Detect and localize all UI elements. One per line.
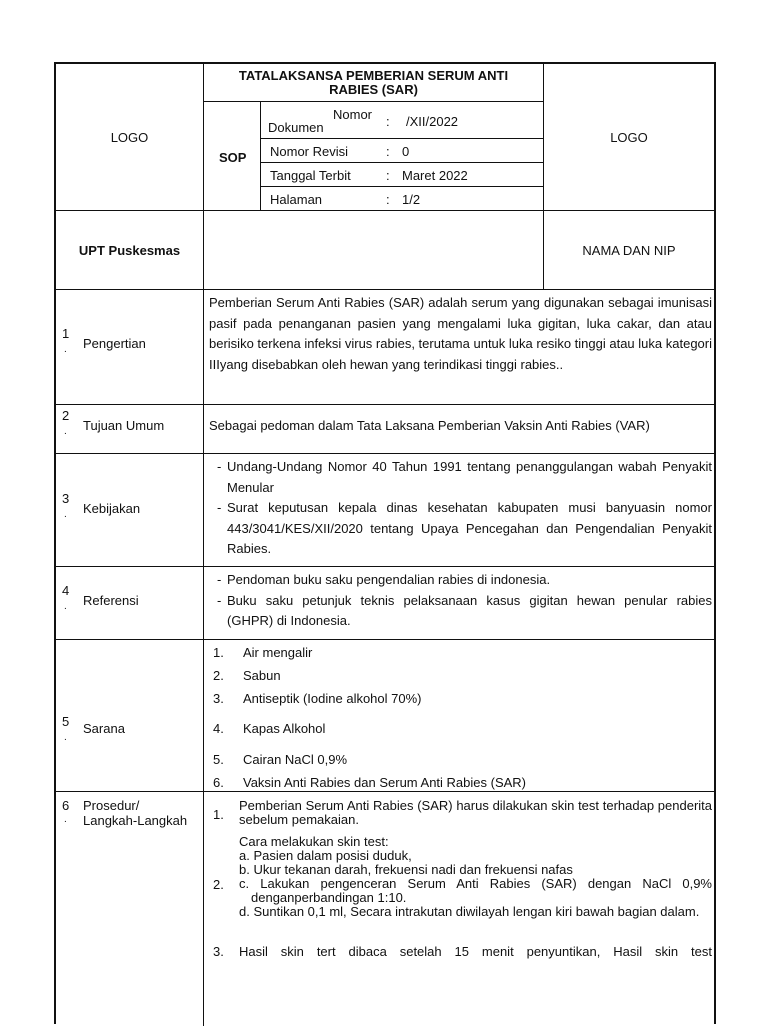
divider <box>203 290 204 1026</box>
divider <box>203 101 544 102</box>
divider <box>56 453 714 454</box>
signature-label: NAMA DAN NIP <box>582 243 676 258</box>
row-number: 2 <box>62 408 70 423</box>
row-number: 6 <box>62 798 70 813</box>
row-number-dot: . <box>64 601 67 612</box>
row-label-referensi: Referensi <box>83 593 139 608</box>
sop-document: LOGO LOGO TATALAKSANSA PEMBERIAN SERUM ANTI RABIES (SAR) SOP Nomor Dokumen : /XII/2022 Nomor Revisi : 0 Tanggal Terbit : Maret 2022 Halaman : 1/2 UPT Puskesmas NAMA DAN NIP 1 . Pengertian Pemberian Serum Anti Rabies (SAR) adalah serum yang digunakan sebagai imunisasi pasif pada penanganan pasien yang mengalami luka gigitan, luka cakar, dan atau berisiko terkena infeksi virus rabies, terutama untuk luka resiko tinggi atau luka kategori IIIyang disebabkan oleh hewan yang terindikasi tinggi rabies.. 2 . Tujuan Umum Sebagai pedoman dalam Tata Laksana Pemberian Vaksin Anti Rabies (VAR) 3 . Kebijakan - Undang-Undang Nomor 40 Tahun 1991 tentang penanggulangan wabah Penyakit Menular - Surat keputusan kepala dinas kesehatan kabupaten musi banyuasin nomor 443/3041/KES/XII/2020 tentang Upaya Pencegahan dan Pengendalian Penyakit Rabies. 4 . Referensi - Pendoman buku saku pengendalian rabies di indonesia. - Buku saku petunjuk teknis pelaksanaan kasus gigitan hewan penular rabies (GHPR) di Indonesia. 5 . Sarana 1. Air mengalir 2. Sabun 3. Antiseptik (Iodine alkohol 70%) 4. Kapas Alkohol 5. Cairan NaCl 0,9% 6. Vaksin Anti Rabies dan Serum Anti Rabies (SAR) 6 . Prosedur/ Langkah-Langkah 1. Pemberian Serum Anti Rabies (SAR) harus dilakukan skin test terhadap penderita sebelum pemakaian. 2. Cara melakukan skin test: a. Pasien dalam posisi duduk, b. Ukur tekanan darah, frekuensi nadi dan frekuensi nafas c. Lakukan pengenceran Serum Anti Rabies (SAR) dengan NaCl 0,9% denganperbandingan 1:10. d. Suntikan 0,1 ml, Secara intrakutan diwilayah lengan kiri bawah bagian dalam. 3. Hasil skin tert dibaca setelah 15 menit penyuntikan, Hasil skin test <box>54 62 716 1024</box>
row-label-kebijakan: Kebijakan <box>83 501 141 516</box>
divider <box>56 566 714 567</box>
step-sub-c: c. Lakukan pengenceran Serum Anti Rabies (SAR) dengan NaCl 0,9% denganperbandingan 1:10. <box>239 876 712 905</box>
kebijakan-list <box>209 457 712 560</box>
list-item: - Pendoman buku saku pengendalian rabies di indonesia. <box>209 570 712 591</box>
row-number-dot: . <box>64 732 67 743</box>
row-number: 4 <box>62 583 70 598</box>
logo-right: LOGO <box>610 130 648 145</box>
logo-left: LOGO <box>110 130 149 145</box>
row-label-pengertian: Pengertian <box>83 336 146 351</box>
referensi-list <box>209 570 712 632</box>
divider <box>56 791 714 792</box>
step-text: Hasil skin tert dibaca setelah 15 menit penyuntikan, Hasil skin test <box>239 944 712 959</box>
colon: : <box>386 144 390 159</box>
step-number: 3. <box>213 944 224 959</box>
divider <box>260 138 544 139</box>
page-value: 1/2 <box>402 192 421 207</box>
divider <box>56 289 714 290</box>
step-number: 1. <box>213 807 224 822</box>
doc-number-label: Dokumen <box>268 120 324 135</box>
step-skin-test <box>239 835 712 919</box>
sop-label: SOP <box>219 150 247 165</box>
row-number-dot: . <box>64 509 67 520</box>
step-number: 2. <box>213 877 224 892</box>
doc-number-label-top: Nomor <box>333 107 373 122</box>
doc-number-value: /XII/2022 <box>406 114 459 129</box>
row-label-sarana: Sarana <box>83 721 125 736</box>
issue-date-value: Maret 2022 <box>402 168 468 183</box>
revision-label: Nomor Revisi <box>270 144 349 159</box>
row-number: 3 <box>62 491 70 506</box>
divider <box>260 186 544 187</box>
row-number-dot: . <box>64 344 67 355</box>
tujuan-text: Sebagai pedoman dalam Tata Laksana Pemberian Vaksin Anti Rabies (VAR) <box>209 418 650 433</box>
issue-date-label: Tanggal Terbit <box>270 168 351 183</box>
unit-name: UPT Puskesmas <box>78 243 181 258</box>
colon: : <box>386 114 390 129</box>
colon: : <box>386 192 390 207</box>
list-item: - Undang-Undang Nomor 40 Tahun 1991 tentang penanggulangan wabah Penyakit Menular <box>209 457 712 498</box>
row-number-dot: . <box>64 426 67 437</box>
list-item: - Buku saku petunjuk teknis pelaksanaan kasus gigitan hewan penular rabies (GHPR) di Indonesia. <box>209 591 712 632</box>
step-sub-d: d. Suntikan 0,1 ml, Secara intrakutan diwilayah lengan kiri bawah bagian dalam. <box>239 904 700 919</box>
page-label: Halaman <box>270 192 323 207</box>
divider <box>203 64 204 290</box>
list-item: - Surat keputusan kepala dinas kesehatan kabupaten musi banyuasin nomor 443/3041/KES/XII/2020 tentang Upaya Pencegahan dan Pengendalian Penyakit Rabies. <box>209 498 712 560</box>
row-number-dot: . <box>64 814 67 825</box>
row-number: 1 <box>62 326 70 341</box>
revision-value: 0 <box>402 144 410 159</box>
document-title: TATALAKSANSA PEMBERIAN SERUM ANTI RABIES (SAR) <box>238 68 509 97</box>
step-intro: Cara melakukan skin test: <box>239 834 389 849</box>
row-number: 5 <box>62 714 70 729</box>
divider <box>260 162 544 163</box>
divider <box>56 404 714 405</box>
divider <box>260 101 261 211</box>
divider <box>56 639 714 640</box>
step-sub-a: a. Pasien dalam posisi duduk, <box>239 848 412 863</box>
colon: : <box>386 168 390 183</box>
row-label-tujuan: Tujuan Umum <box>83 418 165 433</box>
step-sub-b: b. Ukur tekanan darah, frekuensi nadi dan frekuensi nafas <box>239 862 573 877</box>
divider <box>56 210 714 211</box>
step-text: Pemberian Serum Anti Rabies (SAR) harus dilakukan skin test terhadap penderita sebelum pemakaian. <box>239 798 712 827</box>
row-label-prosedur-2: Langkah-Langkah <box>83 813 188 828</box>
row-label-prosedur: Prosedur/ <box>83 798 140 813</box>
pengertian-text: Pemberian Serum Anti Rabies (SAR) adalah serum yang digunakan sebagai imunisasi pasif pada penanganan pasien yang mengalami luka gigitan, luka cakar, dan atau berisiko terkena infeksi virus rabies, terutama untuk luka resiko tinggi atau luka kategori IIIyang disebabkan oleh hewan yang terindikasi tinggi rabies.. <box>209 295 712 372</box>
